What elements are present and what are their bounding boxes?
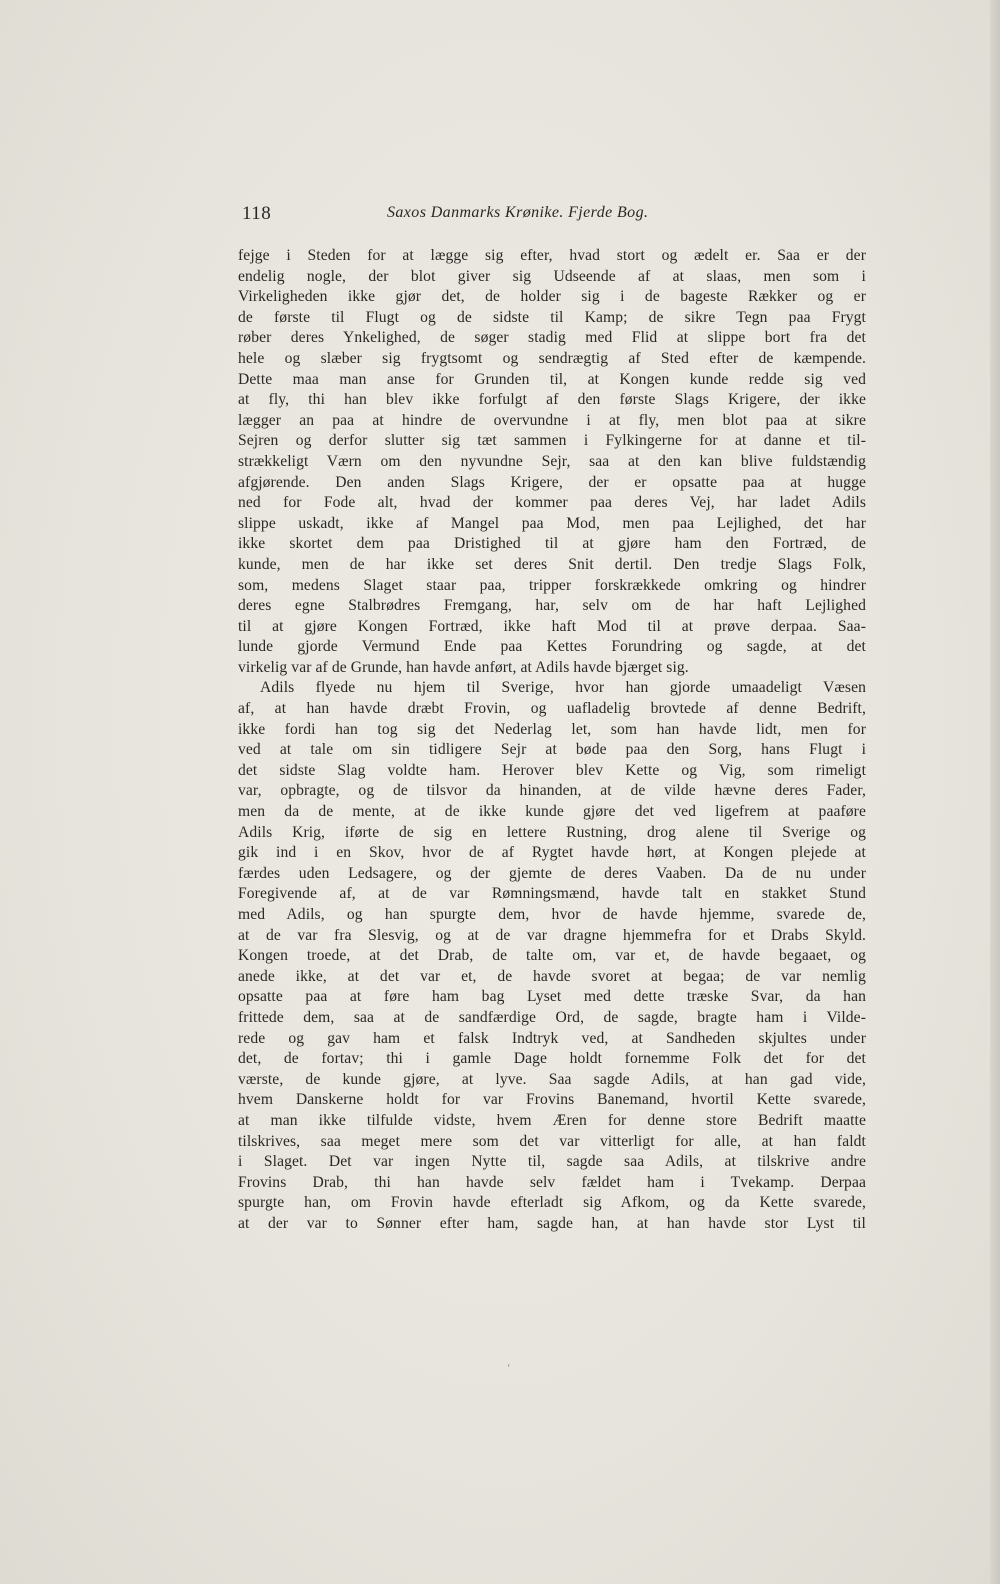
text-line: anede ikke, at det var et, de havde svoret at begaa; de var nemlig: [238, 967, 866, 985]
text-line: det, de fortav; thi i gamle Dage holdt fornemme Folk det for det: [238, 1050, 866, 1068]
text-line: ikke fordi han tog sig det Nederlag let, som han havde lidt, men for: [238, 720, 866, 738]
text-line: Sejren og derfor slutter sig tæt sammen i Fylkingerne for at danne et til-: [238, 432, 866, 450]
text-line: virkelig var af de Grunde, han havde anført, at Adils havde bjærget sig.: [238, 658, 689, 676]
text-line: med Adils, og han spurgte dem, hvor de havde hjemme, svarede de,: [238, 906, 866, 923]
page-edge-shadow: [990, 0, 1000, 1584]
text-line: var, opbragte, og de tilsvor da hinanden, at de vilde hævne deres Fader,: [238, 782, 866, 800]
text-line: fejge i Steden for at lægge sig efter, hvad stort og ædelt er. Saa er der: [238, 247, 866, 264]
text-line: at man ikke tilfulde vidste, hvem Æren for denne store Bedrift maatte: [238, 1111, 866, 1129]
text-line: ikke skortet dem paa Dristighed til at gjøre ham den Fortræd, de: [238, 535, 866, 553]
text-line: Adils Krig, iførte de sig en lettere Rustning, drog alene til Sverige og: [238, 823, 866, 841]
text-line: af, at han havde dræbt Frovin, og uafladelig brovtede af denne Bedrift,: [238, 700, 866, 718]
text-line: strækkeligt Værn om den nyvundne Sejr, saa at den kan blive fuldstændig: [238, 452, 866, 470]
text-line: deres egne Stalbrødres Fremgang, har, selv om de har haft Lejlighed: [238, 597, 866, 615]
text-line: Kongen troede, at det Drab, de talte om, var et, de havde begaaet, og: [238, 947, 866, 965]
text-line: afgjørende. Den anden Slags Krigere, der er opsatte paa at hugge: [238, 473, 866, 491]
text-line: ned for Fode alt, hvad der kommer paa deres Vej, har ladet Adils: [238, 494, 866, 512]
text-line: spurgte han, om Frovin havde efterladt sig Afkom, og da Kette svarede,: [238, 1194, 866, 1212]
text-line: Foregivende af, at de var Rømningsmænd, havde talt en stakket Stund: [238, 885, 866, 903]
text-line: lunde gjorde Vermund Ende paa Kettes Forundring og sagde, at det: [238, 638, 866, 656]
text-line: i Slaget. Det var ingen Nytte til, sagde saa Adils, at tilskrive andre: [238, 1153, 866, 1171]
running-head: [242, 203, 862, 229]
text-line: hele og slæber sig frygtsomt og sendrægtig af Sted efter de kæmpende.: [238, 349, 866, 367]
text-line: frittede dem, saa at de sandfærdige Ord, de sagde, bragte ham i Vilde-: [238, 1008, 866, 1026]
text-line: at fly, thi han blev ikke forfulgt af den første Slags Krigere, der ikke: [238, 391, 866, 409]
running-title: Saxos Danmarks Krønike. Fjerde Bog.: [387, 204, 649, 221]
text-line: Dette maa man anse for Grunden til, at Kongen kunde redde sig ved: [238, 370, 866, 388]
text-line: kunde, men de har ikke set deres Snit dertil. Den tredje Slags Folk,: [238, 555, 866, 573]
text-line: det sidste Slag voldte ham. Herover blev Kette og Vig, som rimeligt: [238, 761, 866, 779]
text-line: Virkeligheden ikke gjør det, de holder sig i de bageste Rækker og er: [238, 288, 866, 306]
text-line: til at gjøre Kongen Fortræd, ikke haft Mod til at prøve derpaa. Saa-: [238, 617, 866, 635]
text-line: men da de mente, at de ikke kunde gjøre det ved ligefrem at paaføre: [238, 803, 866, 821]
text-line: gik ind i en Skov, hvor de af Rygtet havde hørt, at Kongen plejede at: [238, 844, 866, 862]
text-line: at de var fra Slesvig, og at de var dragne hjemmefra for et Drabs Skyld.: [238, 926, 866, 944]
text-line: som, medens Slaget staar paa, tripper forskrækkede omkring og hindrer: [238, 576, 866, 594]
text-line: endelig nogle, der blot giver sig Udseende af at slaas, men som i: [238, 267, 866, 285]
text-line: opsatte paa at føre ham bag Lyset med dette træske Svar, da han: [238, 988, 866, 1006]
text-line: hvem Danskerne holdt for var Frovins Banemand, hvortil Kette svarede,: [238, 1091, 866, 1109]
text-line: røber deres Ynkelighed, de søger stadig med Flid at slippe bort fra det: [238, 329, 866, 347]
page-number: 118: [242, 203, 272, 224]
text-line: Frovins Drab, thi han havde selv fældet ham i Tvekamp. Derpaa: [238, 1173, 866, 1191]
text-line: rede og gav ham et falsk Indtryk ved, at Sandheden skjultes under: [238, 1029, 866, 1047]
text-line: slippe uskadt, ikke af Mangel paa Mod, men paa Lejlighed, det har: [238, 514, 866, 532]
text-line: lægger an paa at hindre de overvundne i at fly, men blot paa at sikre: [238, 411, 866, 429]
text-line: tilskrives, saa meget mere som det var vitterligt for alle, at han faldt: [238, 1132, 866, 1150]
text-line: de første til Flugt og de sidste til Kamp; de sikre Tegn paa Frygt: [238, 308, 866, 326]
text-line: at der var to Sønner efter ham, sagde han, at han havde stor Lyst til: [238, 1214, 866, 1232]
text-line: ved at tale om sin tidligere Sejr at bøde paa den Sorg, hans Flugt i: [238, 741, 866, 759]
text-line: Adils flyede nu hjem til Sverige, hvor han gjorde umaadeligt Væsen: [260, 679, 866, 697]
text-line: færdes uden Ledsagere, og der gjemte de deres Vaaben. Da de nu under: [238, 864, 866, 882]
body-text: [238, 246, 866, 1235]
stray-mark-icon: ‘: [507, 1363, 511, 1374]
text-line: værste, de kunde gjøre, at lyve. Saa sagde Adils, at han gad vide,: [238, 1070, 866, 1088]
